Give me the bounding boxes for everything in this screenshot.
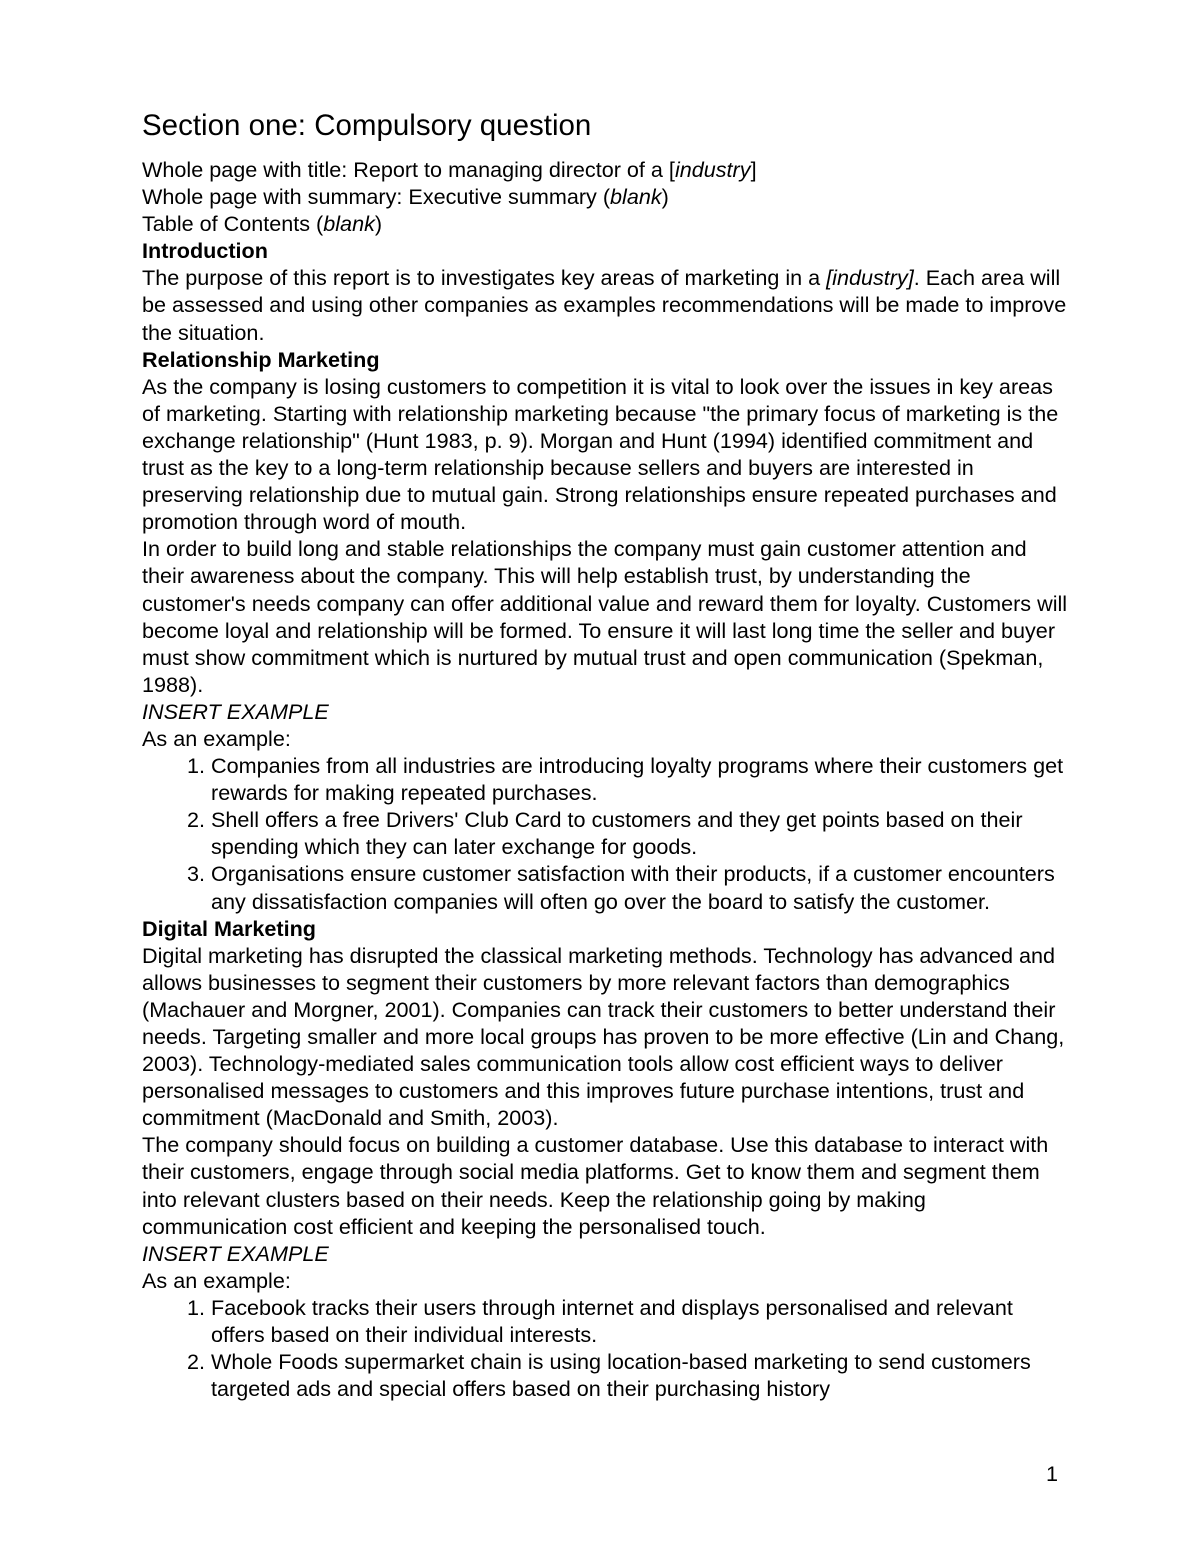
paragraph-text: . Each area will be assessed and using other companies as examples recommendations will be made to improve the situation. — [142, 265, 1067, 345]
list-item: 3. Organisations ensure customer satisfaction with their products, if a customer encounters any dissatisfaction companies will often go over the board to satisfy the customer. — [211, 860, 1072, 914]
paragraph: The company should focus on building a customer database. Use this database to interact with their customers, engage through social media platforms. Get to know them and segment them into relevant clusters based on their needs. Keep the relationship going by making communication cost efficient and keeping the personalised touch. — [142, 1132, 1049, 1239]
meta-line-italic: blank — [323, 211, 375, 237]
relationship-marketing-heading: Relationship Marketing — [142, 346, 380, 372]
meta-line-text: ) — [374, 211, 383, 237]
paragraph: In order to build long and stable relationships the company must gain customer attention and their awareness about the company. This will help establish trust, by understanding the customer's needs company can offer additional value and reward them for loyalty. Customers will become loyal and relationship will be formed. To ensure it will last long time the seller and buyer must show commitment which is nurtured by mutual trust and open communication (Spekman, 1988). — [142, 536, 1068, 697]
meta-line-summary-page — [142, 183, 1072, 210]
example-list — [142, 1294, 1072, 1402]
meta-line-contents — [142, 210, 1072, 237]
meta-line-text: ) — [661, 184, 669, 210]
meta-line-text: Whole page with summary: Executive summary ( — [142, 184, 611, 210]
digital-marketing-heading: Digital Marketing — [142, 915, 316, 941]
paragraph-italic: [industry] — [826, 265, 914, 291]
example-list — [142, 752, 1072, 915]
insert-example-label: INSERT EXAMPLE — [142, 1240, 329, 1266]
meta-line-text: Table of Contents ( — [142, 211, 324, 237]
document-page — [142, 106, 1072, 1402]
example-intro: As an example: — [142, 725, 291, 751]
page-number: 1 — [1046, 1461, 1059, 1486]
paragraph: Digital marketing has disrupted the classical marketing methods. Technology has advanced and allows businesses to segment their customers by more relevant factors than demographics (Machauer and Morgner, 2001). Companies can track their customers to better understand their needs. Targeting smaller and more local groups has proven to be more effective (Lin and Chang, 2003). Technology-mediated sales communication tools allow cost efficient ways to deliver personalised messages to customers and this improves future purchase intentions, trust and commitment (MacDonald and Smith, 2003). — [142, 942, 1065, 1131]
meta-line-italic: industry — [674, 157, 751, 182]
paragraph: As the company is losing customers to competition it is vital to look over the issues in key areas of marketing. Starting with relationship marketing because "the primary focus of marketing is the exchange relationship" (Hunt 1983, p. 9). Morgan and Hunt (1994) identified commitment and trust as the key to a long-term relationship because sellers and buyers are interested in preserving relationship due to mutual gain. Strong relationships ensure repeated purchases and promotion through word of mouth. — [142, 373, 1059, 535]
meta-line-italic: blank — [610, 184, 662, 210]
list-item: 2. Whole Foods supermarket chain is using location-based marketing to send customers targeted ads and special offers based on their purchasing history — [211, 1348, 1072, 1402]
introduction-heading: Introduction — [142, 238, 268, 264]
example-intro: As an example: — [142, 1267, 291, 1293]
relationship-marketing-section — [142, 346, 1072, 915]
insert-example-label: INSERT EXAMPLE — [142, 698, 329, 724]
meta-lines — [142, 156, 1072, 237]
list-item: 2. Shell offers a free Drivers' Club Card to customers and they get points based on their spending which they can later exchange for goods. — [211, 806, 1072, 860]
meta-line-text: ] — [750, 157, 757, 182]
section-title: Section one: Compulsory question — [142, 109, 592, 142]
list-item: 1. Companies from all industries are introducing loyalty programs where their customers get rewards for making repeated purchases. — [211, 752, 1072, 806]
digital-marketing-section — [142, 915, 1072, 1403]
introduction-section — [142, 237, 1072, 345]
paragraph-text: The purpose of this report is to investigates key areas of marketing in a — [142, 265, 827, 291]
list-item: 1. Facebook tracks their users through internet and displays personalised and relevant offers based on their individual interests. — [211, 1294, 1072, 1348]
meta-line-text: Whole page with title: Report to managing director of a [ — [142, 157, 675, 182]
introduction-paragraph — [142, 264, 1072, 345]
meta-line-title-page — [142, 156, 1072, 183]
